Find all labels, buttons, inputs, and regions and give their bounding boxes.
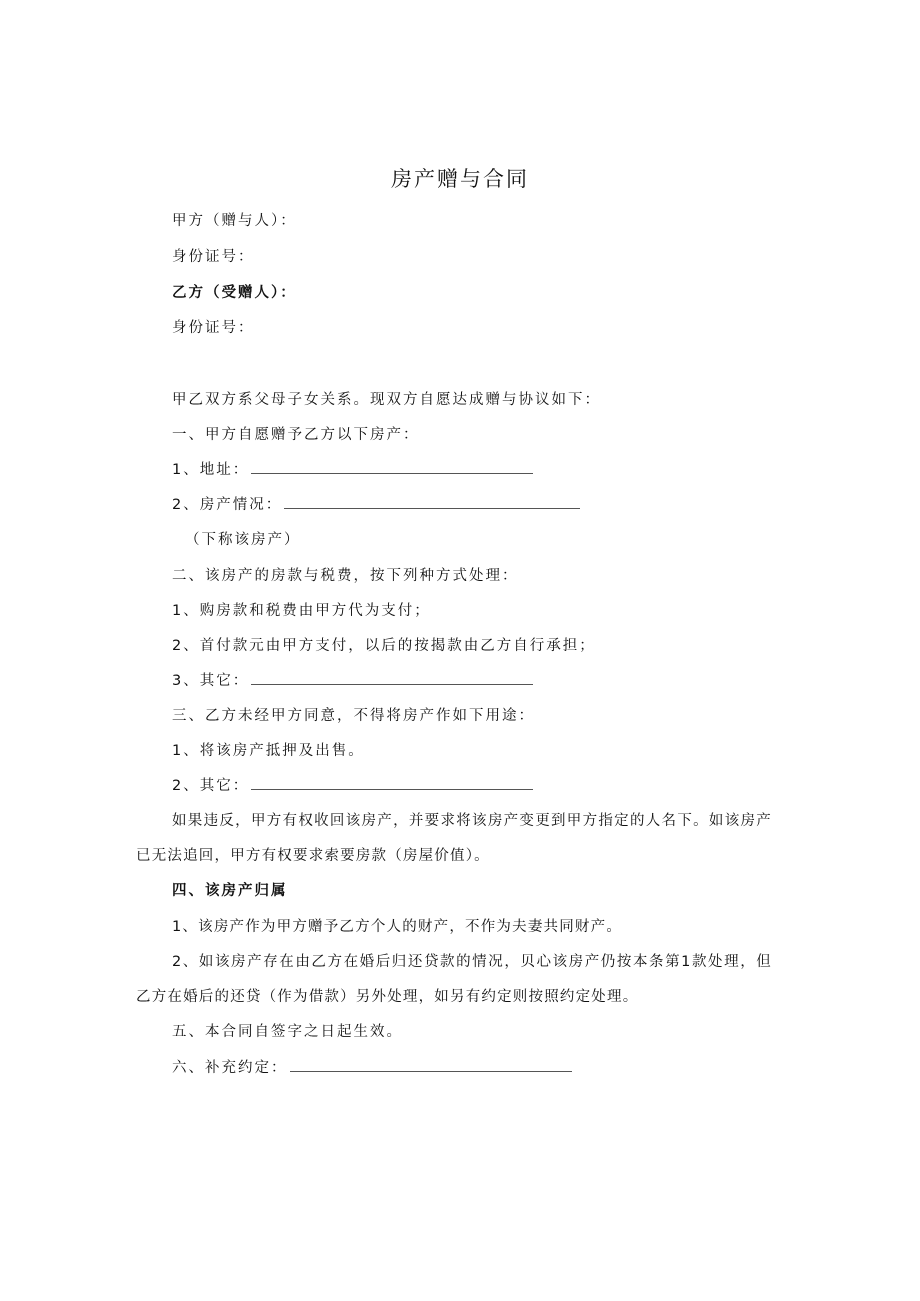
- section3-other-label: 2、其它：: [172, 778, 250, 794]
- party-b-id-label: 身份证号：: [172, 320, 255, 336]
- address-label: 1、地址：: [172, 462, 250, 478]
- section2-heading: 二、该房产的房款与税费，按下列种方式处理：: [172, 568, 519, 584]
- supplement-blank: [290, 1057, 572, 1072]
- section2-item1: 1、购房款和税费由甲方代为支付；: [172, 603, 431, 619]
- section3-item2: [172, 775, 533, 797]
- section1-item1: [172, 459, 533, 481]
- section4-item2: 2、如该房产存在由乙方在婚后归还贷款的情况，贝心该房产仍按本条第1款处理，但乙方在婚后的还贷（作为借款）另外处理，如另有约定则按照约定处理。: [136, 954, 772, 1005]
- party-b-label: 乙方（受赠人）：: [172, 285, 297, 301]
- section5-text: 五、本合同自签字之日起生效。: [172, 1024, 403, 1040]
- supplement-label: 六、补充约定：: [172, 1060, 288, 1076]
- party-a-id-label: 身份证号：: [172, 249, 255, 265]
- section4-heading: 四、该房产归属: [172, 883, 288, 899]
- section2-other-blank: [251, 670, 533, 685]
- section1-heading: 一、甲方自愿赠予乙方以下房产：: [172, 427, 420, 443]
- section4-item1: 1、该房产作为甲方赠予乙方个人的财产，不作为夫妻共同财产。: [172, 919, 623, 935]
- section3-heading: 三、乙方未经甲方同意，不得将房产作如下用途：: [172, 708, 535, 724]
- address-blank: [251, 459, 533, 474]
- section3-other-blank: [251, 775, 533, 790]
- section3-consequence: 如果违反，甲方有权收回该房产，并要求将该房产变更到甲方指定的人名下。如该房产已无法追回，甲方有权要求索要房款（房屋价值）。: [136, 813, 772, 864]
- property-info-label: 2、房产情况：: [172, 497, 283, 513]
- party-a-label: 甲方（赠与人）：: [172, 213, 297, 229]
- property-info-blank: [284, 494, 580, 509]
- page-title: 房产赠与合同: [391, 167, 529, 191]
- section3-item1: 1、将该房产抵押及出售。: [172, 743, 365, 759]
- section6-line: [172, 1057, 572, 1079]
- section2-item3: [172, 670, 533, 692]
- section2-other-label: 3、其它：: [172, 673, 250, 689]
- intro-text: 甲乙双方系父母子女关系。现双方自愿达成赠与协议如下：: [172, 392, 601, 408]
- section1-item2: [172, 494, 580, 516]
- section1-note: （下称该房产）: [185, 532, 301, 548]
- section2-item2: 2、首付款元由甲方支付，以后的按揭款由乙方自行承担；: [172, 638, 596, 654]
